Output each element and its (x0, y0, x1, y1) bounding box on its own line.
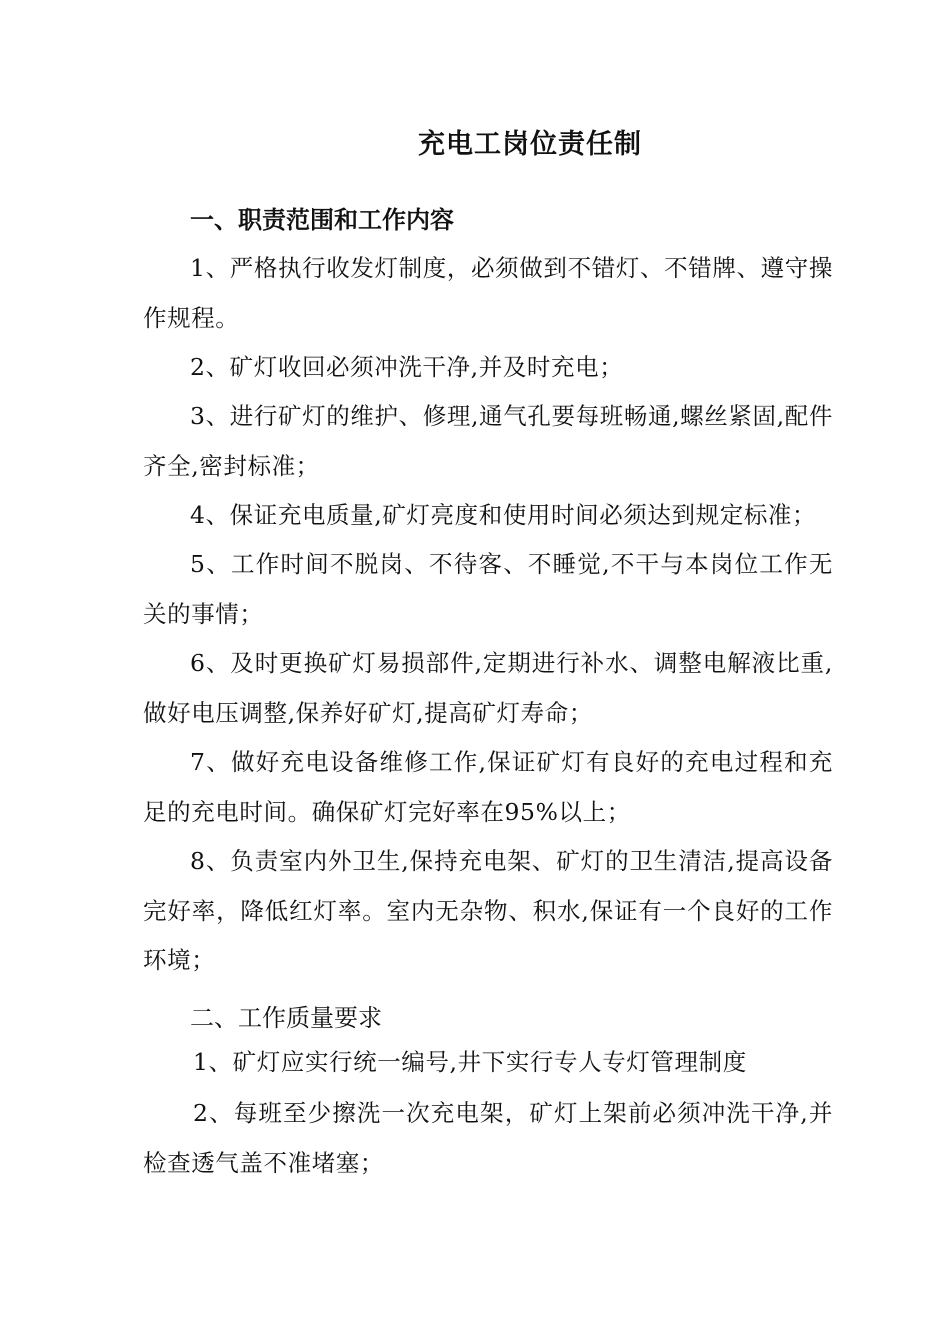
duty-item-1: 1、严格执行收发灯制度，必须做到不错灯、不错牌、遵守操作规程。 (143, 254, 833, 332)
duty-item-6: 6、及时更换矿灯易损部件,定期进行补水、调整电解液比重,做好电压调整,保养好矿灯,提高矿灯寿命； (143, 649, 833, 727)
duty-item-8: 8、负责室内外卫生,保持充电架、矿灯的卫生清洁,提高设备完好率，降低红灯率。室内无杂物、积水,保证有一个良好的工作环境； (143, 847, 833, 974)
duty-item-7: 7、做好充电设备维修工作,保证矿灯有良好的充电过程和充足的充电时间。确保矿灯完好率在95%以上； (143, 748, 833, 826)
section-heading-quality: 二、工作质量要求 (190, 1004, 382, 1032)
duty-item-3: 3、进行矿灯的维护、修理,通气孔要每班畅通,螺丝紧固,配件齐全,密封标准； (143, 402, 833, 480)
section-heading-duties: 一、职责范围和工作内容 (190, 205, 454, 234)
duty-item-4: 4、保证充电质量,矿灯亮度和使用时间必须达到规定标准； (190, 501, 817, 529)
duty-item-5: 5、工作时间不脱岗、不待客、不睡觉,不干与本岗位工作无关的事情； (143, 550, 833, 628)
quality-item-1: 1、矿灯应实行统一编号,井下实行专人专灯管理制度 (193, 1048, 747, 1076)
duty-item-2: 2、矿灯收回必须冲洗干净,并及时充电； (190, 353, 624, 381)
document-title: 充电工岗位责任制 (418, 129, 642, 160)
quality-item-2: 2、每班至少擦洗一次充电架，矿灯上架前必须冲洗干净,并检查透气盖不准堵塞； (143, 1099, 833, 1177)
